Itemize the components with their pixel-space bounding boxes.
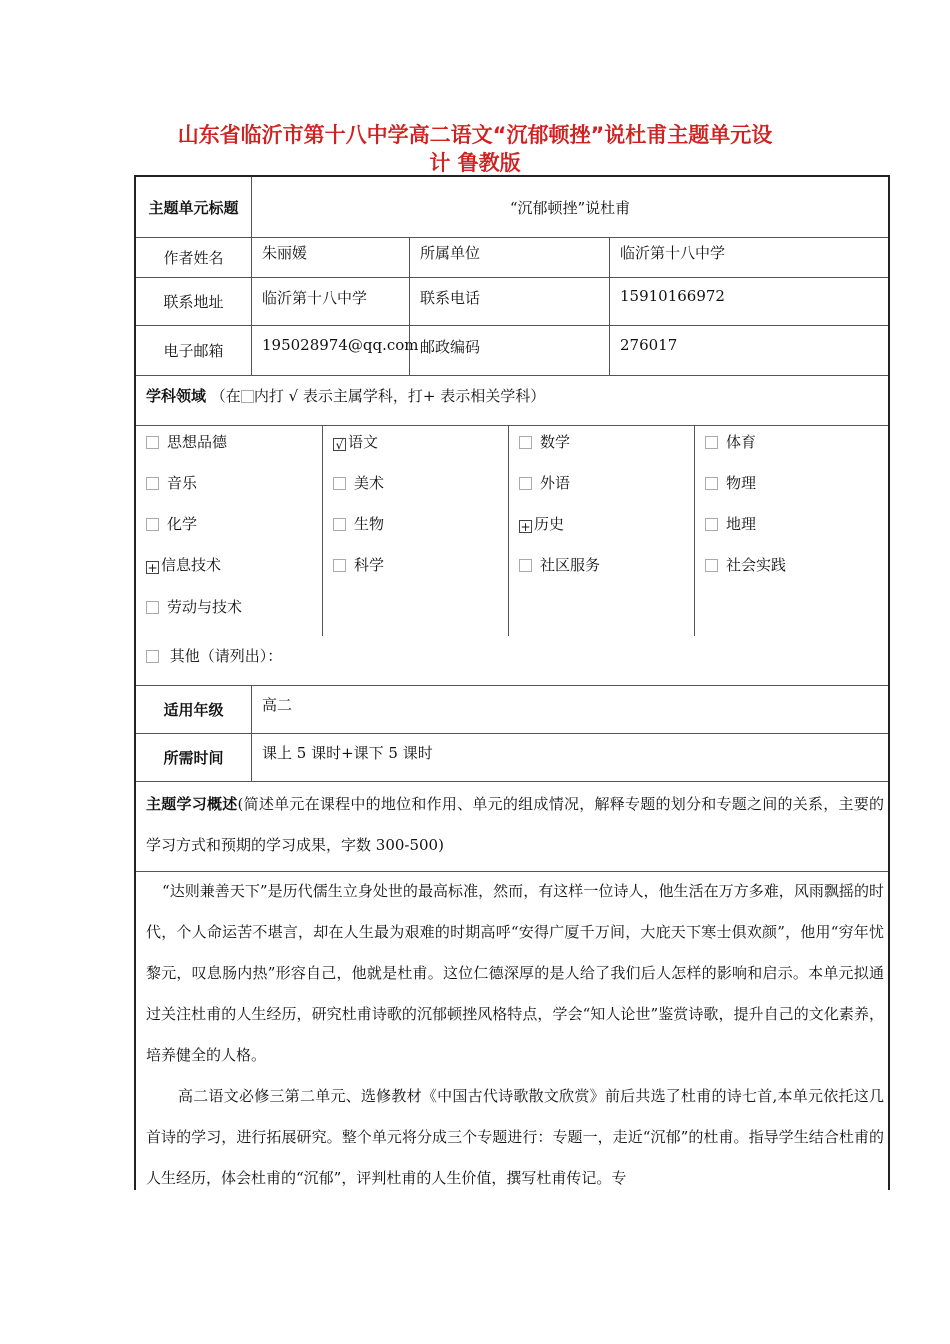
- checkbox-sample-icon: [241, 390, 254, 403]
- email-row: [136, 326, 888, 376]
- subject-option-label: 社会实践: [726, 556, 787, 574]
- checkbox-icon[interactable]: +: [520, 520, 531, 534]
- subject-option-label: 劳动与技术: [167, 598, 243, 616]
- unit-title-row: [136, 177, 888, 238]
- subject-option-label: 地理: [726, 515, 757, 533]
- overview-row: [136, 782, 888, 872]
- postal-label: 邮政编码: [409, 326, 609, 375]
- subject-option[interactable]: [519, 513, 564, 534]
- body-paragraph-2: 高二语文必修三第二单元、选修教材《中国古代诗歌散文欣赏》前后共选了杜甫的诗七首,本单元依托这几首诗的学习，进行拓展研究。整个单元将分成三个专题进行：专题一，走近“沉郁”的杜甫。指导学生结合杜甫的人生经历，体会杜甫的“沉郁”，评判杜甫的人生价值，撰写杜甫传记。专: [146, 1087, 884, 1187]
- unit-title-label: 主题单元标题: [148, 198, 239, 217]
- subject-option-label: 生物: [354, 515, 385, 533]
- subject-option-label: 信息技术: [161, 556, 222, 574]
- checkbox-icon[interactable]: [146, 477, 159, 490]
- subject-area-row: [136, 376, 888, 426]
- subject-area-hint-post: 内打 √ 表示主属学科，打+ 表示相关学科）: [253, 387, 546, 405]
- address-value: 临沂第十八中学: [251, 278, 409, 325]
- time-row: [136, 734, 888, 782]
- overview-text: [146, 784, 884, 866]
- checkbox-icon[interactable]: [705, 436, 718, 449]
- subject-area-label: 学科领域: [146, 387, 207, 405]
- checkbox-icon[interactable]: [333, 559, 346, 572]
- checkbox-icon[interactable]: [333, 518, 346, 531]
- subject-option-label: 科学: [354, 556, 385, 574]
- email-label: 电子邮箱: [163, 342, 224, 360]
- subject-other-label: 其他（请列出）：: [169, 647, 283, 665]
- subject-column: [508, 426, 694, 636]
- checkbox-icon[interactable]: [146, 601, 159, 614]
- subject-option-label: 美术: [354, 474, 385, 492]
- subject-option[interactable]: [146, 554, 221, 575]
- checkbox-icon[interactable]: √: [333, 438, 346, 451]
- subject-option[interactable]: [146, 513, 197, 534]
- title-line-1: 山东省临沂市第十八中学高二语文“沉郁顿挫”说杜甫主题单元设: [177, 123, 773, 147]
- unit-design-table: [134, 175, 890, 1190]
- contact-row: [136, 278, 888, 326]
- subject-grid: [136, 426, 888, 686]
- checkbox-icon[interactable]: [705, 559, 718, 572]
- org-value: 临沂第十八中学: [609, 238, 888, 277]
- subject-option[interactable]: [519, 472, 570, 493]
- checkbox-icon[interactable]: [705, 518, 718, 531]
- subject-option-label: 数学: [540, 433, 571, 451]
- phone-label: 联系电话: [409, 278, 609, 325]
- address-label: 联系地址: [163, 293, 224, 311]
- subject-option[interactable]: [146, 431, 227, 452]
- checkbox-icon[interactable]: +: [147, 561, 158, 575]
- subject-option[interactable]: [333, 431, 378, 452]
- subject-column: [322, 426, 508, 636]
- subject-other[interactable]: [146, 645, 282, 666]
- subject-column: [136, 426, 322, 636]
- subject-option[interactable]: [705, 554, 786, 575]
- subject-option-label: 物理: [726, 474, 757, 492]
- phone-value: 15910166972: [609, 278, 888, 325]
- overview-body: [136, 872, 888, 1190]
- time-value: 课上 5 课时+课下 5 课时: [251, 734, 888, 781]
- subject-option[interactable]: [519, 554, 600, 575]
- subject-option[interactable]: [146, 596, 242, 617]
- subject-option[interactable]: [333, 554, 384, 575]
- subject-option[interactable]: [333, 472, 384, 493]
- org-label: 所属单位: [409, 238, 609, 277]
- subject-option[interactable]: [705, 513, 756, 534]
- subject-area-header: [136, 376, 888, 425]
- author-row: [136, 238, 888, 278]
- checkbox-icon[interactable]: [146, 518, 159, 531]
- checkbox-icon[interactable]: [519, 436, 532, 449]
- subject-option[interactable]: [146, 472, 197, 493]
- time-label: 所需时间: [163, 749, 224, 767]
- subject-option-label: 语文: [348, 433, 379, 451]
- subject-option[interactable]: [705, 431, 756, 452]
- unit-title-value: “沉郁顿挫”说杜甫: [251, 177, 888, 237]
- checkbox-icon[interactable]: [146, 436, 159, 449]
- body-paragraph-1: “达则兼善天下”是历代儒生立身处世的最高标准，然而，有这样一位诗人，他生活在万方多难，风雨飘摇的时代，个人命运苦不堪言，却在人生最为艰难的时期高呼“安得广厦千万间，大庇天下寒士俱欢颜”，他用“穷年忧黎元，叹息肠内热”形容自己，他就是杜甫。这位仁德深厚的是人给了我们后人怎样的影响和启示。本单元拟通过关注杜甫的人生经历，研究杜甫诗歌的沉郁顿挫风格特点，学会“知人论世”鉴赏诗歌，提升自己的文化素养，培养健全的人格。: [146, 882, 884, 1064]
- author-name-value: 朱丽媛: [251, 238, 409, 277]
- subject-column: [694, 426, 888, 636]
- subject-option-label: 外语: [540, 474, 571, 492]
- checkbox-icon[interactable]: [705, 477, 718, 490]
- checkbox-icon[interactable]: [519, 477, 532, 490]
- subject-option[interactable]: [519, 431, 570, 452]
- overview-hint: (简述单元在课程中的地位和作用、单元的组成情况，解释专题的划分和专题之间的关系，主要的学习方式和预期的学习成果，字数 300-500): [146, 795, 884, 854]
- checkbox-icon[interactable]: [333, 477, 346, 490]
- subject-option[interactable]: [705, 472, 756, 493]
- postal-value: 276017: [609, 326, 888, 375]
- grade-value: 高二: [251, 686, 888, 733]
- overview-label: 主题学习概述: [146, 795, 238, 813]
- subject-option-label: 社区服务: [540, 556, 601, 574]
- grade-row: [136, 686, 888, 734]
- author-name-label: 作者姓名: [163, 249, 224, 267]
- subject-option-label: 体育: [726, 433, 757, 451]
- subject-option-label: 历史: [534, 515, 565, 533]
- subject-option-label: 化学: [167, 515, 198, 533]
- checkbox-icon[interactable]: [519, 559, 532, 572]
- subject-option-label: 音乐: [167, 474, 198, 492]
- subject-option[interactable]: [333, 513, 384, 534]
- title-line-2: 计 鲁教版: [429, 151, 521, 175]
- subject-area-hint-pre: （在: [210, 387, 241, 405]
- grade-label: 适用年级: [163, 701, 224, 719]
- subject-option-label: 思想品德: [167, 433, 228, 451]
- checkbox-icon[interactable]: [146, 650, 159, 663]
- email-value: 195028974@qq.com: [251, 326, 409, 375]
- document-title: [120, 121, 830, 177]
